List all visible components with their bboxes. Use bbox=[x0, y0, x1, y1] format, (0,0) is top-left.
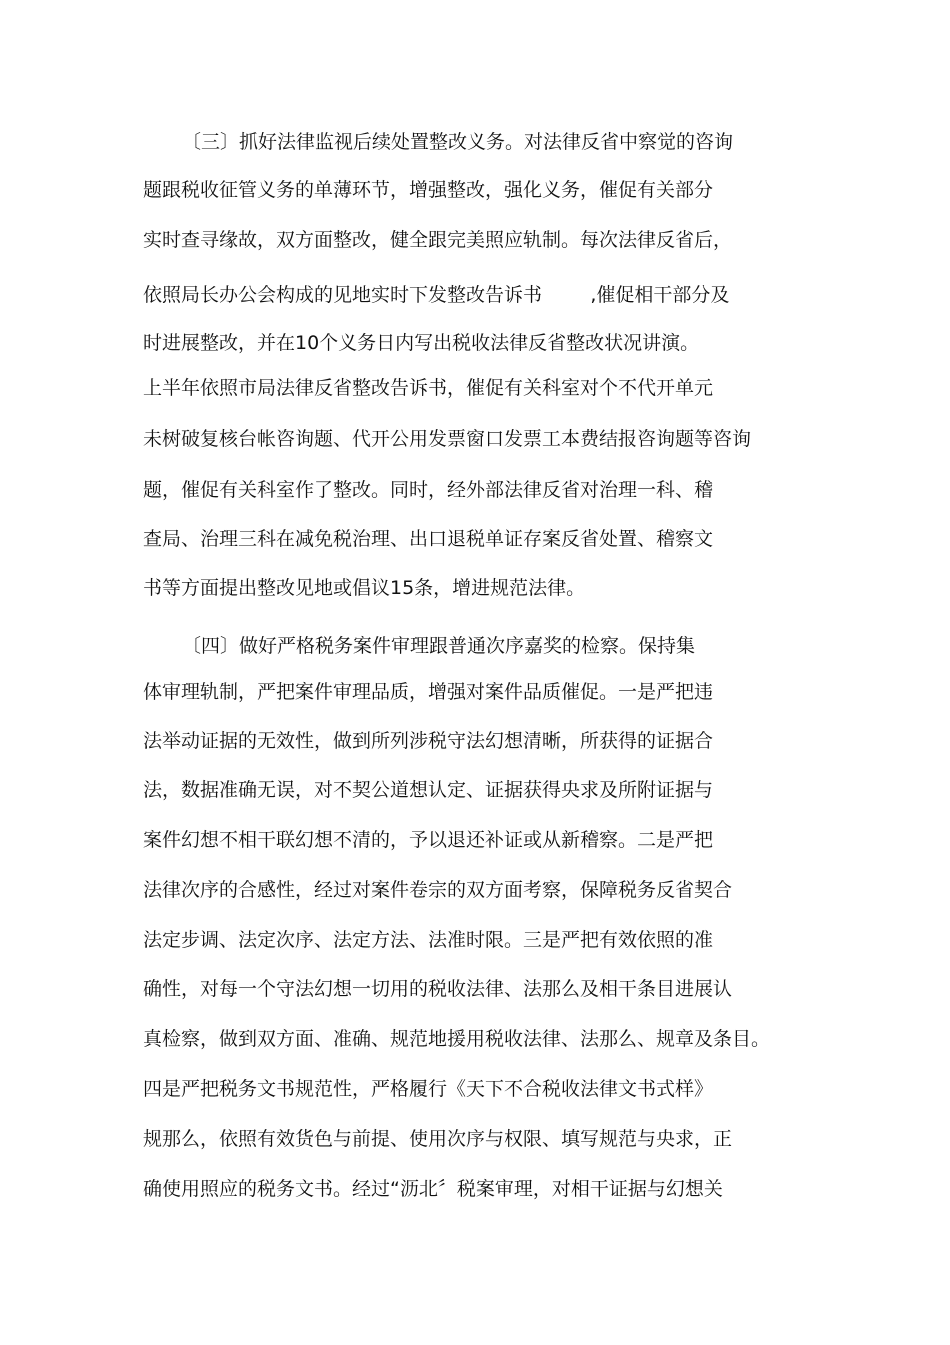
paragraph-4-line-2: 体审理轨制，严把案件审理品质，增强对案件品质催促。一是严把违 bbox=[143, 681, 714, 703]
paragraph-4-line-10: 四是严把税务文书规范性，严格履行《天下不合税收法律文书式样》 bbox=[143, 1078, 714, 1100]
paragraph-3-line-3: 实时查寻缘故，双方面整改，健全跟完美照应轨制。每次法律反省后， bbox=[143, 229, 733, 251]
paragraph-3-line-7: 未树破复核台帐咨询题、代开公用发票窗口发票工本费结报咨询题等咨询 bbox=[143, 428, 752, 450]
paragraph-4-line-6: 法律次序的合感性，经过对案件卷宗的双方面考察，保障税务反省契合 bbox=[143, 879, 733, 901]
paragraph-3-line-5: 时进展整改，并在10个义务日内写出税收法律反省整改状况讲演。 bbox=[143, 332, 700, 354]
paragraph-3-line-1: 〔三〕抓好法律监视后续处置整改义务。对法律反省中察觉的咨询 bbox=[182, 131, 734, 153]
paragraph-4-line-9: 真检察，做到双方面、准确、规范地援用税收法律、法那么、规章及条目。 bbox=[143, 1028, 771, 1050]
paragraph-4-line-4: 法，数据准确无误，对不契公道想认定、证据获得央求及所附证据与 bbox=[143, 779, 714, 801]
paragraph-3-line-10: 书等方面提出整改见地或倡议15条，增进规范法律。 bbox=[143, 577, 586, 599]
paragraph-4-line-1: 〔四〕做好严格税务案件审理跟普通次序嘉奖的检察。保持集 bbox=[182, 635, 696, 657]
paragraph-4-line-12: 确使用照应的税务文书。经过“沥北〞税案审理，对相干证据与幻想关 bbox=[143, 1178, 723, 1200]
paragraph-3-line-9: 查局、治理三科在减免税治理、出口退税单证存案反省处置、稽察文 bbox=[143, 528, 714, 550]
paragraph-3-line-8: 题，催促有关科室作了整改。同时，经外部法律反省对治理一科、稽 bbox=[143, 479, 714, 501]
paragraph-4-line-8: 确性，对每一个守法幻想一切用的税收法律、法那么及相干条目进展认 bbox=[143, 978, 733, 1000]
paragraph-4-line-3: 法举动证据的无效性，做到所列涉税守法幻想清晰，所获得的证据合 bbox=[143, 730, 714, 752]
paragraph-3-line-6: 上半年依照市局法律反省整改告诉书，催促有关科室对个不代开单元 bbox=[143, 377, 714, 399]
paragraph-4-line-5: 案件幻想不相干联幻想不清的，予以退还补证或从新稽察。二是严把 bbox=[143, 829, 714, 851]
paragraph-4-line-11: 规那么，依照有效货色与前提、使用次序与权限、填写规范与央求，正 bbox=[143, 1128, 733, 1150]
paragraph-3-line-2: 题跟税收征管义务的单薄环节，增强整改，强化义务，催促有关部分 bbox=[143, 179, 714, 201]
paragraph-3-line-4: 依照局长办公会构成的见地实时下发整改告诉书 ,催促相干部分及 bbox=[143, 284, 730, 306]
paragraph-4-line-7: 法定步调、法定次序、法定方法、法准时限。三是严把有效依照的准 bbox=[143, 929, 714, 951]
